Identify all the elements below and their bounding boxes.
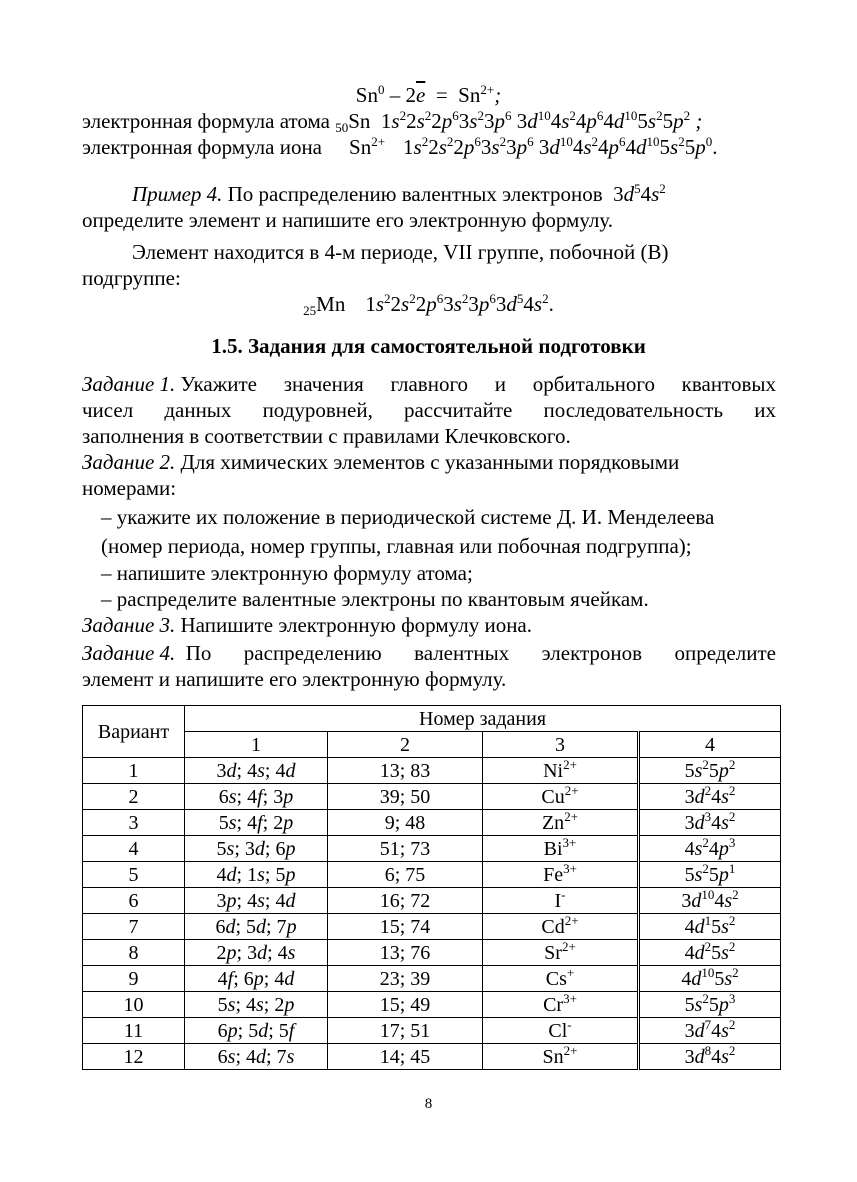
valence-cell: $5s^25p^1$ xyxy=(639,862,781,888)
ion-cell: $Bi^{3+}$ xyxy=(483,836,639,862)
sublevels-cell: 4d; 1s; 5p xyxy=(185,862,328,888)
table-row xyxy=(83,836,781,862)
table-row xyxy=(83,1044,781,1070)
atomic-numbers-cell: 51; 73 xyxy=(328,836,483,862)
variant-cell: 3 xyxy=(83,810,185,836)
task2-bullet1b: (номер периода, номер группы, главная или побочная подгруппа); xyxy=(101,534,692,558)
valence-cell: $3d^84s^2$ xyxy=(639,1044,781,1070)
ion-cell: $Cu^{2+}$ xyxy=(483,784,639,810)
valence-cell: $3d^34s^2$ xyxy=(639,810,781,836)
variant-header: Вариант xyxy=(83,706,185,758)
sublevels-cell: 6p; 5d; 5f xyxy=(185,1018,328,1044)
atomic-numbers-cell: 23; 39 xyxy=(328,966,483,992)
valence-cell: $4d^25s^2$ xyxy=(639,940,781,966)
ion-cell: $Zn^{2+}$ xyxy=(483,810,639,836)
col-header-4: 4 xyxy=(639,732,781,758)
sublevels-cell: 2p; 3d; 4s xyxy=(185,940,328,966)
variant-cell: 11 xyxy=(83,1018,185,1044)
ion-cell: $Fe^{3+}$ xyxy=(483,862,639,888)
task2-line1: Задание 2. Для химических элементов с указанными порядковыми xyxy=(82,450,680,474)
col-header-1: 1 xyxy=(185,732,328,758)
table-row xyxy=(83,888,781,914)
task1-line3: заполнения в соответствии с правилами Клечковского. xyxy=(82,424,571,448)
table-row xyxy=(83,992,781,1018)
task3-line: Задание 3. Напишите электронную формулу иона. xyxy=(82,613,532,637)
task-number-header: Номер задания xyxy=(185,706,781,732)
task1-line1: Задание 1. Укажите значения главного и орбитального квантовых xyxy=(82,372,776,396)
mn-formula: $_{25}$Mn $1s^22s^22p^63s^23p^63d^54s^2$. xyxy=(303,291,554,318)
ion-formula-line: электронная формула иона $Sn^{2+}$ $1s^22s^22p^63s^23p^6$ $3d^{10}4s^24p^64d^{10}5s^25p^0$. xyxy=(82,134,718,159)
atomic-numbers-cell: 15; 74 xyxy=(328,914,483,940)
atomic-numbers-cell: 15; 49 xyxy=(328,992,483,1018)
sublevels-cell: 5s; 4f; 2p xyxy=(185,810,328,836)
col-header-3: 3 xyxy=(483,732,639,758)
variant-cell: 10 xyxy=(83,992,185,1018)
valence-cell: $4s^24p^3$ xyxy=(639,836,781,862)
atom-formula-line: электронная формула атома $_{50}$Sn $1s^22s^22p^63s^23p^6$ $3d^{10}4s^24p^64d^{10}5s^25p^2$ ; xyxy=(82,108,703,135)
sublevels-cell: 4f; 6p; 4d xyxy=(185,966,328,992)
variant-cell: 12 xyxy=(83,1044,185,1070)
atomic-numbers-cell: 13; 83 xyxy=(328,758,483,784)
col-header-2: 2 xyxy=(328,732,483,758)
valence-cell: $4d^{10}5s^2$ xyxy=(639,966,781,992)
atomic-numbers-cell: 6; 75 xyxy=(328,862,483,888)
task4-line1: Задание 4. По распределению валентных электронов определите xyxy=(82,641,776,665)
task2-bullet1a: – укажите их положение в периодической системе Д. И. Менделеева xyxy=(101,505,715,529)
variant-cell: 5 xyxy=(83,862,185,888)
ion-cell: Cl- xyxy=(483,1018,639,1044)
atomic-numbers-cell: 17; 51 xyxy=(328,1018,483,1044)
table-subheader-row xyxy=(83,732,781,758)
sublevels-cell: 5s; 3d; 6p xyxy=(185,836,328,862)
valence-cell: $5s^25p^3$ xyxy=(639,992,781,1018)
task2-bullet2: – напишите электронную формулу атома; xyxy=(101,561,473,585)
variant-cell: 7 xyxy=(83,914,185,940)
variant-cell: 4 xyxy=(83,836,185,862)
atomic-numbers-cell: 14; 45 xyxy=(328,1044,483,1070)
table-row xyxy=(83,810,781,836)
variant-cell: 8 xyxy=(83,940,185,966)
element-para-line1: Элемент находится в 4-м периоде, VII группе, побочной (В) xyxy=(132,240,669,264)
ion-cell: $Ni^{2+}$ xyxy=(483,758,639,784)
table-row xyxy=(83,1018,781,1044)
sublevels-cell: 6d; 5d; 7p xyxy=(185,914,328,940)
variant-cell: 9 xyxy=(83,966,185,992)
table-row xyxy=(83,940,781,966)
atomic-numbers-cell: 16; 72 xyxy=(328,888,483,914)
sublevels-cell: 5s; 4s; 2p xyxy=(185,992,328,1018)
task2-bullet3: – распределите валентные электроны по квантовым ячейкам. xyxy=(101,587,649,611)
valence-cell: $5s^25p^2$ xyxy=(639,758,781,784)
valence-cell: $4d^15s^2$ xyxy=(639,914,781,940)
ion-cell: $Cd^{2+}$ xyxy=(483,914,639,940)
example4-line1: Пример 4. По распределению валентных электронов $3d^54s^2$ xyxy=(132,181,666,206)
task2-line2: номерами: xyxy=(82,476,177,500)
table-header-row xyxy=(83,706,781,732)
ion-cell: $Cr^{3+}$ xyxy=(483,992,639,1018)
table-row xyxy=(83,862,781,888)
page-number: 8 xyxy=(424,1096,433,1112)
task1-line2: чисел данных подуровней, рассчитайте последовательность их xyxy=(82,398,776,422)
sublevels-cell: 3p; 4s; 4d xyxy=(185,888,328,914)
table-row xyxy=(83,966,781,992)
atomic-numbers-cell: 39; 50 xyxy=(328,784,483,810)
equation-ionization: $Sn^0 - 2\overline{e} = Sn^{2+}$; xyxy=(355,82,502,107)
sublevels-cell: 6s; 4d; 7s xyxy=(185,1044,328,1070)
ion-cell: I- xyxy=(483,888,639,914)
example4-line2: определите элемент и напишите его электронную формулу. xyxy=(82,208,614,232)
valence-cell: $3d^74s^2$ xyxy=(639,1018,781,1044)
atomic-numbers-cell: 9; 48 xyxy=(328,810,483,836)
variants-table xyxy=(82,705,781,1070)
variant-cell: 2 xyxy=(83,784,185,810)
ion-cell: Cs+ xyxy=(483,966,639,992)
sublevels-cell: 6s; 4f; 3p xyxy=(185,784,328,810)
valence-cell: $3d^{10}4s^2$ xyxy=(639,888,781,914)
variant-cell: 1 xyxy=(83,758,185,784)
sublevels-cell: 3d; 4s; 4d xyxy=(185,758,328,784)
variant-cell: 6 xyxy=(83,888,185,914)
table-row xyxy=(83,914,781,940)
task4-line2: элемент и напишите его электронную формулу. xyxy=(82,667,507,691)
ion-cell: $Sn^{2+}$ xyxy=(483,1044,639,1070)
section-title: 1.5. Задания для самостоятельной подготовки xyxy=(211,334,646,358)
atomic-numbers-cell: 13; 76 xyxy=(328,940,483,966)
table-row xyxy=(83,758,781,784)
ion-cell: $Sr^{2+}$ xyxy=(483,940,639,966)
element-para-line2: подгруппе: xyxy=(82,266,181,290)
valence-cell: $3d^24s^2$ xyxy=(639,784,781,810)
table-row xyxy=(83,784,781,810)
